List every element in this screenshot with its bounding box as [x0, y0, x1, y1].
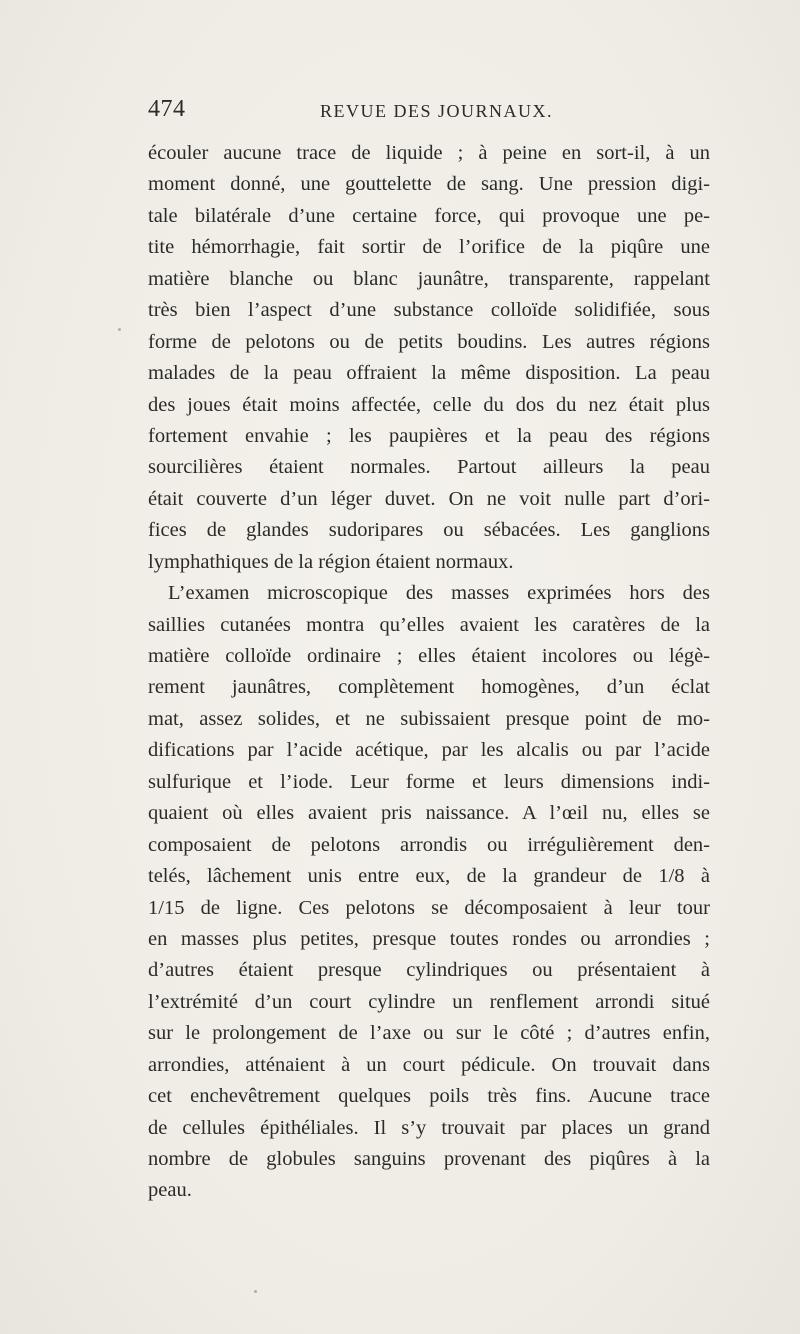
text-line: écouler aucune trace de liquide ; à peine en sort-il, à un: [148, 142, 710, 164]
text-line: était couverte d’un léger duvet. On ne voit nulle part d’ori-: [148, 487, 710, 510]
text-line: d’autres étaient presque cylindriques ou présentaient à: [148, 959, 710, 982]
text-line: sourcilières étaient normales. Partout ailleurs la peau: [148, 456, 710, 479]
text-line: nombre de globules sanguins provenant des piqûres à la: [148, 1148, 710, 1170]
body-text: [148, 138, 710, 1207]
text-line: saillies cutanées montra qu’elles avaient les caratères de la: [148, 613, 710, 636]
text-line: mat, assez solides, et ne subissaient presque point de mo-: [148, 707, 710, 730]
text-line: sur le prolongement de l’axe ou sur le côté ; d’autres enfin,: [148, 1022, 710, 1045]
text-line: l’extrémité d’un court cylindre un renflement arrondi situé: [148, 990, 710, 1013]
text-line: des joues était moins affectée, celle du dos du nez était plus: [148, 393, 710, 416]
text-line: fices de glandes sudoripares ou sébacées. Les ganglions: [148, 519, 710, 542]
paragraph-end-line: lymphathiques de la région étaient normaux.: [148, 550, 514, 573]
paragraph-end-line: peau.: [148, 1179, 192, 1202]
text-line: malades de la peau offraient la même disposition. La peau: [148, 362, 710, 385]
paper-speck: [254, 1290, 257, 1293]
journal-title: REVUE DES JOURNAUX.: [320, 101, 554, 121]
text-line: difications par l’acide acétique, par les alcalis ou par l’acide: [148, 739, 710, 762]
text-line: fortement envahie ; les paupières et la peau des régions: [148, 424, 710, 447]
text-line: tale bilatérale d’une certaine force, qui provoque une pe-: [148, 204, 710, 227]
text-line: arrondies, atténaient à un court pédicule. On trouvait dans: [148, 1053, 710, 1076]
text-line: moment donné, une gouttelette de sang. Une pression digi-: [148, 173, 710, 196]
text-line: telés, lâchement unis entre eux, de la grandeur de 1/8 à: [148, 865, 710, 888]
text-line: cet enchevêtrement quelques poils très fins. Aucune trace: [148, 1085, 710, 1108]
page-number: 474: [148, 96, 186, 122]
running-head: [148, 96, 708, 126]
text-line: en masses plus petites, presque toutes rondes ou arrondies ;: [148, 927, 710, 950]
text-line: très bien l’aspect d’une substance colloïde solidifiée, sous: [148, 299, 710, 322]
text-line: rement jaunâtres, complètement homogènes, d’un éclat: [148, 676, 710, 699]
text-line: matière blanche ou blanc jaunâtre, transparente, rappelant: [148, 267, 710, 290]
paper-speck: [118, 328, 121, 331]
paragraph-start-line: L’examen microscopique des masses exprimées hors des: [168, 582, 710, 605]
text-line: matière colloïde ordinaire ; elles étaient incolores ou légè-: [148, 645, 710, 667]
text-line: de cellules épithéliales. Il s’y trouvait par places un grand: [148, 1116, 710, 1139]
text-line: composaient de pelotons arrondis ou irrégulièrement den-: [148, 833, 710, 856]
text-line: forme de pelotons ou de petits boudins. Les autres régions: [148, 330, 710, 353]
text-line: 1/15 de ligne. Ces pelotons se décomposaient à leur tour: [148, 896, 710, 919]
text-line: quaient où elles avaient pris naissance. A l’œil nu, elles se: [148, 802, 710, 825]
text-line: tite hémorrhagie, fait sortir de l’orifice de la piqûre une: [148, 236, 710, 259]
text-line: sulfurique et l’iode. Leur forme et leurs dimensions indi-: [148, 770, 710, 793]
